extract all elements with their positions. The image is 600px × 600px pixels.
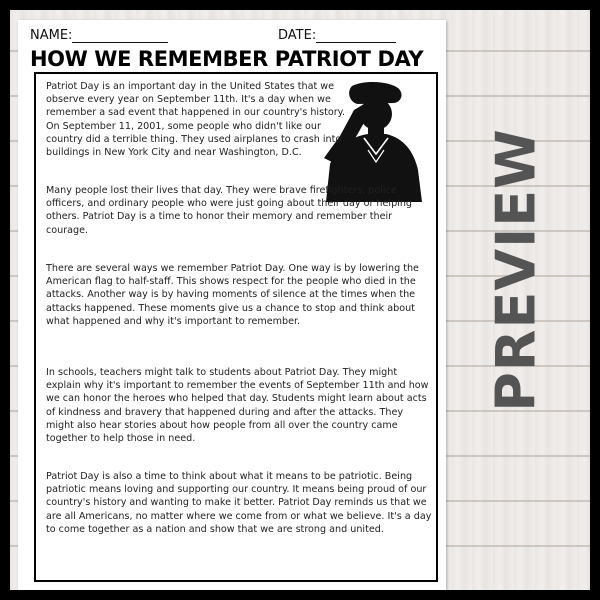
date-label: DATE: [278,28,317,43]
name-blank[interactable] [72,30,168,43]
name-field[interactable] [30,28,168,43]
date-blank[interactable] [316,30,396,43]
paragraph-3: There are several ways we remember Patriot Day. One way is by lowering the American flag to half-staff. This shows respect for the people who died in the attacks. Another way is by having moments of silence at the times when the attacks happened. These moments give us a chance to stop and think about what happened and why it's important to remember. [46,263,419,327]
date-field[interactable] [278,28,396,43]
paragraph-1: Patriot Day is an important day in the United States that we observe every year on September 11th. It's a day when we remember a sad event that happened in our country's history. On September 11, 2001, some people who didn't like our country did a terrible thing. They used airplanes to crash into buildings in New York City and near Washington, D.C. [46,81,346,159]
preview-watermark [452,120,580,420]
preview-text: PREVIEW [484,128,548,412]
page-title: HOW WE REMEMBER PATRIOT DAY [30,47,424,71]
paragraph-4: In schools, teachers might talk to students about Patriot Day. They might explain why it's important to remember the events of September 11th and how we can honor the heroes who helped that day. Students might learn about acts of kindness and bravery that happened during and after the attacks. They might also hear stories about how people from all over the country came together to help those in need. [46,367,429,445]
paragraph-5: Patriot Day is also a time to think about what it means to be patriotic. Being patriotic means loving and supporting our country. It means being proud of our country's history and wanting to make it better. Patriot Day reminds us that we are all Americans, no matter where we come from or what we believe. It's a day to come together as a nation and show that we are strong and united. [46,471,432,535]
paragraph-2: Many people lost their lives that day. They were brave firefighters, police officers, and ordinary people who were just going about their day or helping others. Patriot Day is a time to honor their memory and remember their courage. [46,185,413,236]
name-label: NAME: [30,28,73,43]
